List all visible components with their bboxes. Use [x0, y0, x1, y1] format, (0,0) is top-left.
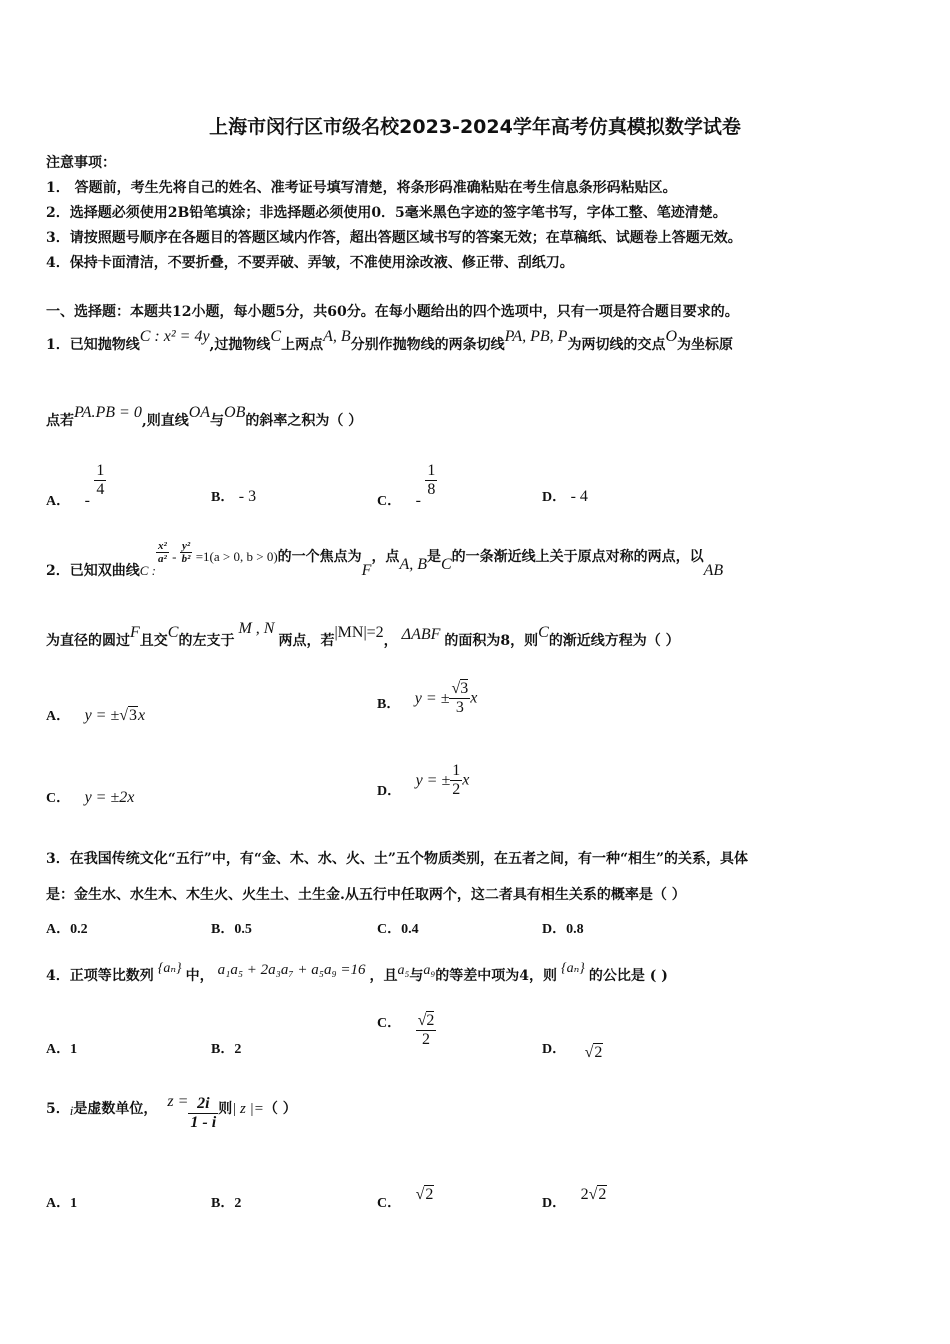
sqrt-symbol: √2	[584, 1044, 603, 1061]
q2-math: C :	[139, 562, 156, 578]
option-math: y = ±	[414, 689, 450, 707]
q5-option-a[interactable]	[46, 1192, 77, 1212]
option-value: 2	[234, 1042, 242, 1057]
option-fraction	[450, 762, 462, 799]
option-math: y = ±	[415, 771, 451, 789]
option-value: 0.8	[566, 922, 584, 937]
option-math: x	[138, 707, 146, 724]
numerator: y²	[180, 540, 193, 553]
q4-option-c[interactable]	[377, 1012, 436, 1049]
numerator: 1	[96, 462, 105, 479]
q5-math-z: z =	[167, 1092, 189, 1110]
q1-option-b[interactable]	[211, 486, 256, 506]
q3-option-d[interactable]	[542, 918, 584, 938]
q5-option-c[interactable]	[377, 1184, 434, 1211]
option-label: A．	[46, 922, 71, 937]
q4-option-b[interactable]	[211, 1038, 241, 1058]
q1-text: 点若	[46, 413, 74, 429]
q5-text: 5．	[46, 1100, 70, 1117]
denominator: 2	[452, 780, 461, 798]
q2-text: ，	[383, 633, 398, 649]
q1-math-ob: OB	[224, 404, 246, 421]
q2-math-f: F	[361, 561, 372, 579]
option-label: D．	[542, 1196, 567, 1211]
notice-item-4: 4．保持卡面清洁，不要折叠，不要弄破、弄皱，不准使用涂改液、修正带、刮纸刀。	[46, 255, 574, 271]
option-label: C．	[46, 791, 71, 806]
q2-fraction-x	[156, 540, 169, 566]
radicand: 3	[460, 680, 469, 697]
q3-option-c[interactable]	[377, 918, 419, 938]
option-fraction	[416, 1012, 437, 1049]
q1-text: 的斜率之积为（ ）	[245, 413, 363, 429]
q2-math-mn-length: |MN|=2	[334, 624, 384, 641]
q2-math: -	[168, 548, 180, 564]
q4-math-a5: a₅	[397, 963, 410, 978]
option-value: 0.5	[234, 922, 252, 937]
q2-text: 的左支于	[178, 633, 235, 649]
q4-text: ，且	[369, 968, 398, 984]
q5-math-i: i	[69, 1102, 74, 1118]
q2-text: 的面积为8，则	[444, 633, 539, 649]
option-label: B．	[211, 1042, 235, 1057]
q2-math-ab-2: AB	[703, 561, 724, 579]
q1-math-c: C	[270, 328, 282, 345]
q5-text: （ ）	[263, 1100, 297, 1117]
notice-heading: 注意事项：	[46, 155, 116, 171]
option-value: 1	[70, 1196, 78, 1211]
q2-text: 为直径的圆过	[46, 633, 130, 649]
radicand: 3	[129, 707, 138, 724]
option-label: C．	[377, 493, 402, 509]
q2-option-b[interactable]	[377, 680, 477, 717]
option-value: - 3	[238, 488, 257, 505]
q5-text: 是虚数单位，	[73, 1100, 158, 1117]
q5-option-b[interactable]	[211, 1192, 241, 1212]
q1-text: ,则直线	[141, 413, 189, 429]
q1-parabola-eq: C : x² = 4y	[139, 328, 210, 345]
denominator: a²	[158, 553, 167, 566]
option-label: A．	[46, 709, 71, 724]
option-label: C．	[377, 1196, 402, 1211]
q3-option-b[interactable]	[211, 918, 252, 938]
option-label: C．	[377, 1015, 402, 1031]
q4-option-a[interactable]	[46, 1038, 77, 1058]
section-heading: 一、选择题：本题共12小题，每小题5分，共60分。在每小题给出的四个选项中，只有一项是符合题目要求的。	[46, 304, 739, 320]
option-value: 0.4	[401, 922, 419, 937]
q5-text: 则	[218, 1100, 233, 1117]
q1-option-a[interactable]	[46, 462, 106, 509]
question-1-line-1	[46, 328, 734, 354]
q1-text: ,过抛物线	[209, 337, 271, 353]
q2-text: 2．已知双曲线	[46, 562, 140, 579]
numerator: 1	[452, 762, 461, 779]
question-2-line-1	[46, 540, 724, 579]
q1-math-ab: A, B	[323, 328, 351, 345]
option-value: 1	[70, 1042, 78, 1057]
q2-math-triangle: ΔABF	[401, 626, 441, 643]
q2-math-c: C	[167, 624, 179, 641]
page-title: 上海市闵行区市级名校2023-2024学年高考仿真模拟数学试卷	[209, 116, 741, 138]
numerator: √3	[451, 680, 469, 697]
numerator: 2i	[188, 1095, 218, 1114]
q1-text: 分别作抛物线的两条切线	[350, 337, 505, 353]
option-sign: -	[84, 491, 90, 509]
radicand: 2	[425, 1186, 434, 1203]
q1-math-o: O	[665, 328, 678, 345]
sqrt-symbol: √2	[588, 1186, 607, 1203]
option-label: B．	[377, 696, 401, 712]
option-value: 0.2	[70, 922, 88, 937]
q1-dot-product: PA.PB = 0	[74, 404, 142, 421]
q2-text: 的一条渐近线上关于原点对称的两点，以	[451, 548, 704, 565]
option-math: y = ±	[84, 707, 120, 724]
q2-option-c[interactable]	[46, 787, 134, 807]
q1-text: 1．已知抛物线	[46, 337, 140, 353]
q1-text: 为两切线的交点	[567, 337, 666, 353]
q1-math-tangents: PA, PB, P	[504, 328, 568, 345]
q2-math-c: C	[440, 555, 452, 573]
option-math: x	[470, 689, 478, 707]
q3-option-a[interactable]	[46, 918, 88, 938]
q4-math-a9: a₉	[423, 963, 436, 978]
q4-math-eq: a₁a₅ + 2a₃a₇ + a₅a₉ =16	[217, 962, 366, 978]
option-value: 2	[234, 1196, 242, 1211]
q5-fraction	[188, 1095, 218, 1132]
denominator: 2	[421, 1030, 430, 1048]
option-fraction	[425, 462, 437, 499]
option-value: - 4	[570, 488, 588, 505]
option-label: B．	[211, 922, 235, 937]
q2-text: 两点，若	[278, 633, 335, 649]
option-label: A．	[46, 493, 71, 509]
q1-option-d[interactable]	[542, 486, 588, 506]
q2-text: 是	[426, 548, 441, 565]
q5-option-d[interactable]	[542, 1184, 607, 1211]
question-3-line-1: 3．在我国传统文化“五行”中，有“金、木、水、火、土”五个物质类别，在五者之间，有一种“相生”的关系，具体	[46, 851, 749, 867]
option-label: A．	[46, 1196, 71, 1211]
sqrt-symbol: √2	[415, 1186, 434, 1203]
q1-math-oa: OA	[188, 404, 211, 421]
denominator: 4	[96, 480, 105, 498]
q1-option-c[interactable]	[377, 462, 437, 509]
q4-math-seq: {aₙ}	[157, 961, 182, 976]
option-fraction	[94, 462, 106, 499]
denominator: 3	[455, 698, 464, 716]
q4-text: 的等差中项为4，则	[435, 968, 558, 984]
numerator: 1	[427, 462, 436, 479]
denominator: b²	[181, 553, 191, 566]
option-label: D．	[542, 490, 567, 505]
radicand: 2	[594, 1044, 603, 1061]
q4-text: 4．正项等比数列	[46, 968, 154, 984]
q2-math-c: C	[538, 624, 549, 641]
q2-math-f: F	[130, 624, 140, 641]
q2-option-d[interactable]	[377, 762, 469, 799]
q4-option-d[interactable]	[542, 1038, 603, 1061]
q2-fraction-y	[180, 540, 193, 566]
option-value: y = ±2x	[84, 789, 135, 806]
sqrt-symbol: √3	[119, 707, 138, 724]
numerator: x²	[158, 540, 167, 552]
q2-text: 的一个焦点为	[277, 548, 362, 565]
option-sign: -	[415, 491, 421, 509]
numerator: √2	[417, 1012, 435, 1029]
option-label: B．	[211, 1196, 235, 1211]
option-label: D．	[542, 922, 567, 937]
question-4	[46, 961, 668, 985]
question-1-line-2	[46, 404, 363, 430]
denominator: 8	[427, 480, 436, 498]
q4-text: 的公比是 ( )	[588, 968, 668, 984]
q4-math-seq: {aₙ}	[561, 961, 585, 976]
q2-text: 且交	[139, 633, 168, 649]
notice-item-1: 1． 答题前，考生先将自己的姓名、准考证号填写清楚，将条形码准确粘贴在考生信息条形码粘贴区。	[46, 180, 677, 196]
radicand: 2	[426, 1012, 435, 1029]
q4-text: 与	[409, 968, 424, 984]
question-5	[46, 1092, 297, 1132]
q2-math-ab: A, B	[399, 555, 427, 573]
notice-item-3: 3．请按照题号顺序在各题目的答题区域内作答，超出答题区域书写的答案无效；在草稿纸、试题卷上答题无效。	[46, 230, 742, 246]
option-math: x	[462, 771, 470, 789]
q2-option-a[interactable]	[46, 705, 145, 725]
q2-text: ，点	[371, 548, 400, 565]
option-fraction	[449, 680, 470, 717]
option-label: C．	[377, 922, 402, 937]
option-label: B．	[211, 490, 235, 505]
question-3-line-2: 是：金生水、水生木、木生火、火生土、土生金.从五行中任取两个，这二者具有相生关系的概率是（ ）	[46, 887, 686, 903]
question-2-line-2	[46, 620, 680, 650]
option-label: D．	[377, 783, 402, 799]
q1-text: 上两点	[281, 337, 324, 353]
q1-text: 为坐标原	[677, 337, 734, 353]
q2-math-mn: M , N	[238, 620, 275, 637]
option-label: D．	[542, 1042, 567, 1057]
denominator: 1 - i	[190, 1113, 217, 1131]
q1-text: 与	[210, 413, 225, 429]
radicand: 2	[598, 1186, 607, 1203]
notice-item-2: 2．选择题必须使用2B铅笔填涂；非选择题必须使用0．5毫米黑色字迹的签字笔书写，字体工整、笔迹清楚。	[46, 205, 727, 221]
q2-text: 的渐近线方程为（ ）	[548, 633, 680, 649]
option-coefficient: 2	[580, 1186, 589, 1203]
q4-text: 中，	[185, 968, 214, 984]
option-label: A．	[46, 1042, 71, 1057]
q5-math-abs: | z |=	[232, 1100, 264, 1117]
q2-math: =1(a > 0, b > 0)	[192, 548, 278, 564]
